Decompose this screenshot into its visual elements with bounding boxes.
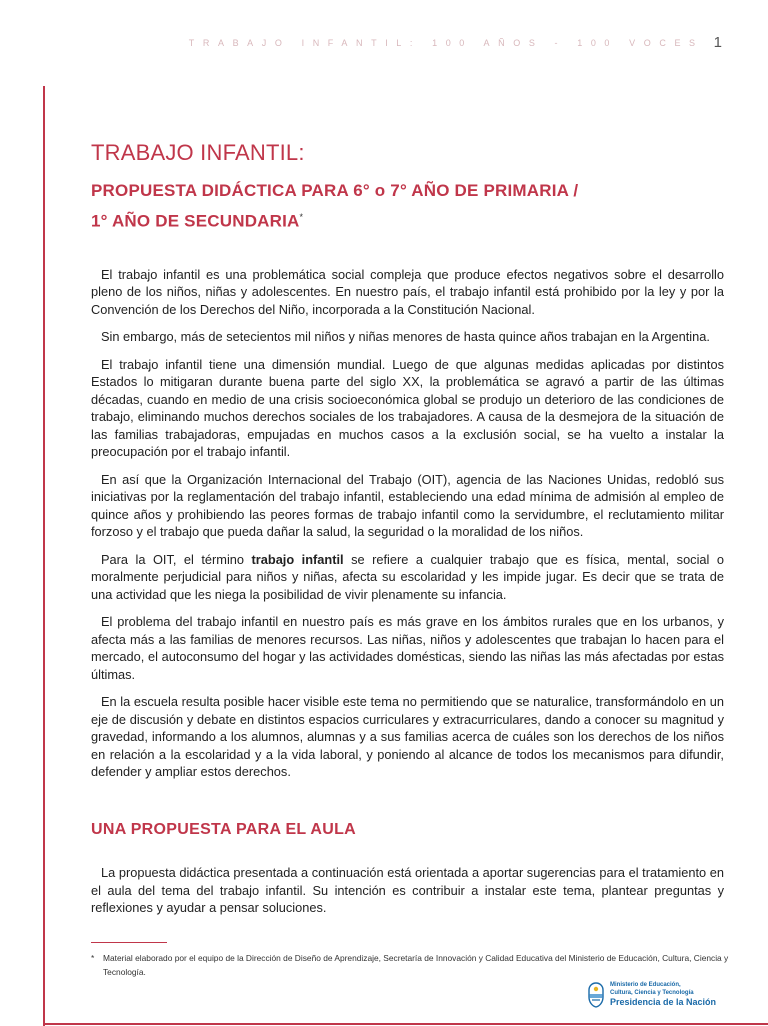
paragraph-oit-definition	[91, 551, 724, 604]
paragraph: Sin embargo, más de setecientos mil niños y niñas menores de hasta quince años trabajan en la Argentina.	[101, 329, 710, 345]
footnote-rule	[91, 942, 167, 943]
subtitle-line-2: 1° AÑO DE SECUNDARIA	[91, 211, 300, 231]
main-content	[91, 140, 724, 791]
section-heading: UNA PROPUESTA PARA EL AULA	[91, 821, 356, 838]
coat-of-arms-icon	[586, 982, 606, 1008]
ministry-logo	[586, 981, 716, 1008]
footnote	[91, 951, 731, 979]
footnote-text: Material elaborado por el equipo de la Dirección de Diseño de Aprendizaje, Secretaría de Innovación y Calidad Educativa del Ministerio de Educación, Cultura, Ciencia y Tecnología.	[103, 953, 729, 977]
body-text	[91, 266, 724, 781]
footnote-mark: *	[91, 953, 95, 963]
paragraph: La propuesta didáctica presentada a continuación está orientada a aportar sugerencias para el tratamiento en el aula del tema del trabajo infantil. Su intención es contribuir a instalar este tema, plantear preguntas y reflexiones y ayudar a pensar soluciones.	[91, 865, 724, 915]
paragraph-text: Para la OIT, el término	[101, 551, 252, 567]
paragraph: En la escuela resulta posible hacer visible este tema no permitiendo que se naturalice, transformándolo en un eje de discusión y debate en distintos espacios curriculares y extracurriculares, dando a conocer su magnitud y gravedad, informando a los alumnos, alumnas y a sus familias acerca de cuáles son los derechos de los niños en relación a la escolaridad y a la vida laboral, y poniendo al alcance de todos los mecanismos para difundir, defender y ampliar estos derechos.	[91, 694, 724, 780]
page-subtitle	[91, 178, 724, 235]
page-title: TRABAJO INFANTIL:	[91, 140, 305, 165]
footnote-reference: *	[299, 212, 304, 222]
left-accent-rule	[43, 86, 45, 1026]
logo-line-ministry: Ministerio de Educación,	[610, 982, 681, 988]
bottom-accent-rule	[43, 1023, 768, 1025]
logo-line-presidency: Presidencia de la Nación	[610, 997, 717, 1007]
paragraph: El trabajo infantil tiene una dimensión mundial. Luego de que algunas medidas aplicadas por distintos Estados lo mitigaran durante buena parte del siglo XX, la problemática se agravó a partir de las últimas décadas, cuando en medio de una crisis socioeconómica global se produjo un deterioro de las condiciones de trabajo, eliminando muchos derechos sociales de los trabajadores. A causa de la desmejora de la situación de las familias trabajadoras, empujadas en muchos casos a la exclusión social, se ha vuelto a instalar la preocupación por el trabajo infantil.	[91, 356, 724, 460]
paragraph: En así que la Organización Internacional del Trabajo (OIT), agencia de las Naciones Unidas, redobló sus iniciativas por la reglamentación del trabajo infantil, estableciendo una edad mínima de admisión al empleo de quince años y prohibiendo las peores formas de trabajo infantil como la servidumbre, el reclutamiento militar forzoso y el trabajo que pueda dañar la salud, la seguridad o la moralidad de los niños.	[91, 471, 724, 540]
paragraph-text: se refiere a cualquier trabajo que es física, mental, social o moralmente perjudicial para niños y niñas, afecta su escolaridad y les impide jugar. Es decir que se trata de una actividad que les niega la posibilidad de vivir plenamente su infancia.	[91, 551, 724, 602]
key-term: trabajo infantil	[251, 551, 344, 567]
logo-wordmark	[610, 981, 716, 1008]
running-header	[189, 34, 722, 51]
paragraph: El problema del trabajo infantil en nuestro país es más grave en los ámbitos rurales que en los urbanos, y afecta más a las familias de menores recursos. Las niñas, niños y adolescentes que trabajan lo hacen para el mercado, el autoconsumo del hogar y las actividades domésticas, siendo las niñas las más afectadas por estas últimas.	[91, 614, 724, 682]
running-title: TRABAJO INFANTIL: 100 AÑOS - 100 VOCES	[188, 37, 704, 48]
page-number: 1	[713, 34, 722, 51]
section-body	[91, 864, 724, 917]
subtitle-line-1: PROPUESTA DIDÁCTICA PARA 6° o 7° AÑO DE PRIMARIA /	[91, 181, 579, 200]
paragraph: El trabajo infantil es una problemática social compleja que produce efectos negativos sobre el desarrollo pleno de los niños, niñas y adolescentes. En nuestro país, el trabajo infantil está prohibido por la ley y por la Convención de los Derechos del Niño, incorporada a la Constitución Nacional.	[91, 266, 724, 317]
logo-line-areas: Cultura, Ciencia y Tecnología	[610, 990, 694, 996]
